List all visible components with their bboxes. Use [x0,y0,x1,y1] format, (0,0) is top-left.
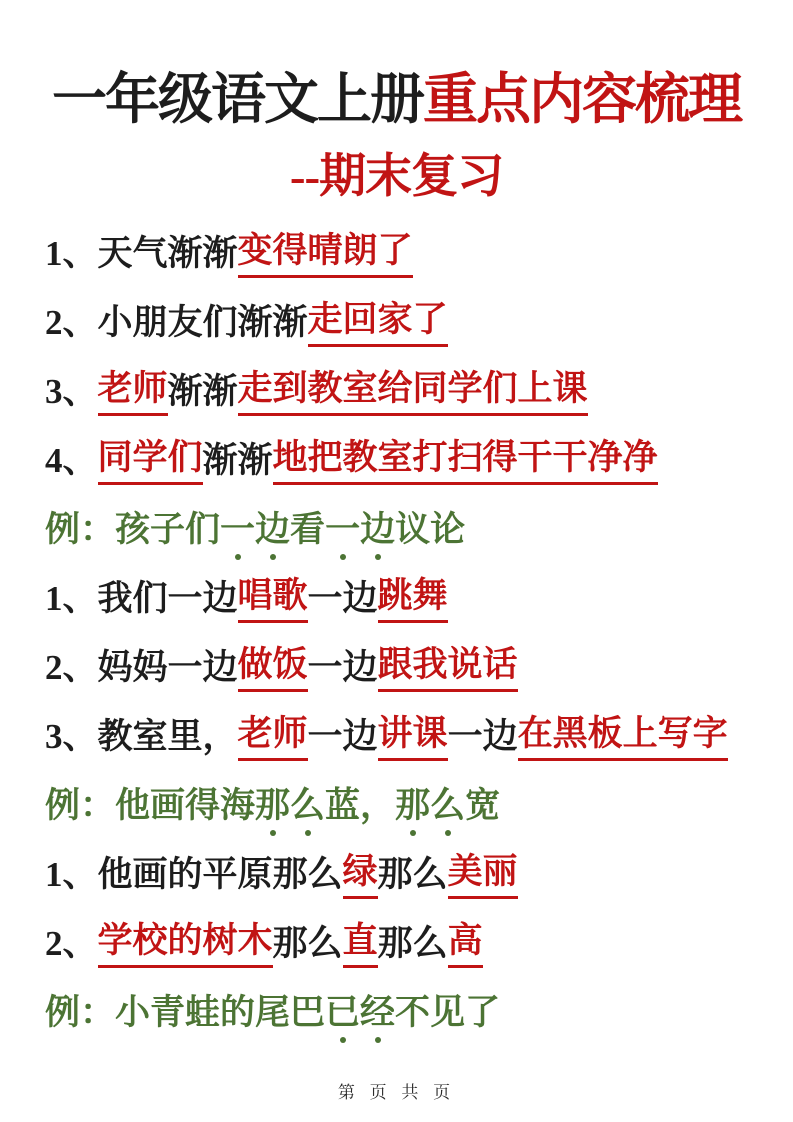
text-segment-green: 例：小青蛙的尾巴 [45,992,326,1032]
text-line [45,288,763,357]
emphasized-char: 么 [430,785,466,825]
text-line [45,426,763,495]
text-segment-black: 一边 [447,716,518,756]
emphasized-char: 边 [255,509,291,549]
text-segment-green: 蓝， [325,785,396,825]
text-line [45,840,763,909]
text-segment-red: 变得晴朗了 [238,230,413,278]
text-line [45,357,763,426]
text-line [45,564,763,633]
text-segment-green: 例：孩子们 [45,509,221,549]
text-line [45,633,763,702]
text-segment-red: 地把教室打扫得干干净净 [273,437,658,485]
text-segment-black: 那么 [377,923,448,963]
title-course-part: 一年级语文上册 [51,69,423,130]
text-segment-red: 同学们 [98,437,203,485]
text-segment-black: 一边 [307,647,378,687]
text-segment-red: 学校的树木 [98,920,273,968]
page-footer: 第 页 共 页 [337,1083,456,1102]
text-line [45,219,763,288]
emphasized-char: 么 [290,785,326,825]
page-subtitle: --期末复习 [289,151,504,203]
text-segment-green: 议论 [395,509,466,549]
text-line [45,978,763,1047]
text-line [45,771,763,840]
text-segment-red: 走到教室给同学们上课 [238,368,588,416]
text-segment-green-dots [220,509,290,551]
text-segment-green: 例：他画得海 [45,785,256,825]
emphasized-char: 那 [255,785,291,825]
text-segment-black: 4、 [45,440,98,480]
title-topic-part: 重点内容梳理 [423,69,742,130]
text-segment-red: 做饭 [238,644,308,692]
text-segment-red: 美丽 [448,851,518,899]
text-line [45,495,763,564]
text-segment-green-dots [325,992,395,1034]
text-segment-black: 2、妈妈一边 [45,647,238,687]
text-segment-black: 1、天气渐渐 [45,233,238,273]
emphasized-char: 边 [360,509,396,549]
text-segment-red: 老师 [98,368,168,416]
text-segment-black: 那么 [377,854,448,894]
emphasized-char: 一 [220,509,256,549]
text-segment-red: 老师 [238,713,308,761]
text-segment-green-dots [325,509,395,551]
text-segment-green: 看 [290,509,326,549]
text-segment-red: 绿 [343,851,378,899]
text-segment-black: 1、他画的平原那么 [45,854,343,894]
text-segment-red: 跟我说话 [378,644,518,692]
text-segment-red: 讲课 [378,713,448,761]
text-segment-red: 走回家了 [308,299,448,347]
text-segment-red: 高 [448,920,483,968]
emphasized-char: 那 [395,785,431,825]
text-line [45,702,763,771]
emphasized-char: 已 [325,992,361,1032]
text-segment-black: 那么 [272,923,343,963]
emphasized-char: 经 [360,992,396,1032]
text-line [45,909,763,978]
text-segment-red: 直 [343,920,378,968]
text-segment-black: 渐渐 [167,371,238,411]
text-segment-black: 一边 [307,716,378,756]
text-segment-black: 2、小朋友们渐渐 [45,302,308,342]
text-segment-red: 唱歌 [238,575,308,623]
page-title [0,70,793,131]
text-segment-black: 3、 [45,371,98,411]
emphasized-char: 一 [325,509,361,549]
text-segment-green: 宽 [465,785,501,825]
text-segment-green-dots [395,785,465,827]
text-segment-red: 在黑板上写字 [518,713,728,761]
content-lines [45,219,763,1047]
text-segment-black: 一边 [307,578,378,618]
text-segment-green: 不见了 [395,992,501,1032]
text-segment-black: 3、教室里， [45,716,238,756]
text-segment-red: 跳舞 [378,575,448,623]
text-segment-green-dots [255,785,325,827]
text-segment-black: 1、我们一边 [45,578,238,618]
text-segment-black: 渐渐 [202,440,273,480]
text-segment-black: 2、 [45,923,98,963]
